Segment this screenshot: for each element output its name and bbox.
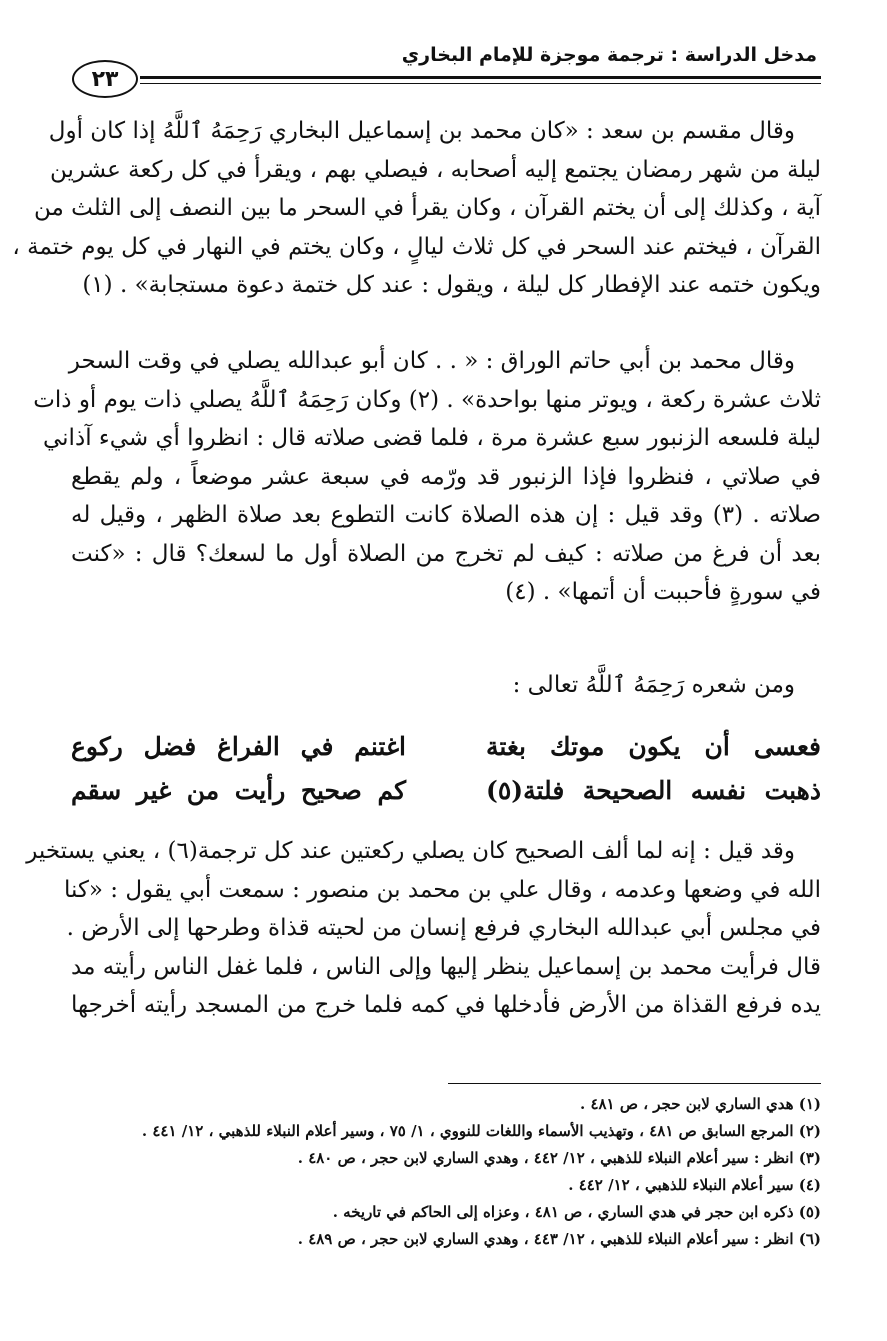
- text-line: وقال محمد بن أبي حاتم الوراق : « . . كان أبو عبدالله يصلي في وقت السحر: [68, 348, 795, 374]
- footnote: (١) هدي الساري لابن حجر ، ص ٤٨١ .: [579, 1095, 821, 1113]
- footnote: (٦) انظر : سير أعلام النبلاء للذهبي ، ١٢/ ٤٤٣ ، وهدي الساري لابن حجر ، ص ٤٨٩ .: [297, 1230, 821, 1248]
- text-line: في صلاتي ، فنظروا فإذا الزنبور قد ورّمه في سبعة عشر موضعاً ، ولم يقطع: [71, 463, 821, 490]
- verse-hemistich-first: ذهبت نفسه الصحيحة فلتة(٥): [486, 776, 821, 805]
- text-line: قال فرأيت محمد بن إسماعيل ينظر إليها وإلى الناس ، فلما غفل الناس رأيته مد: [71, 953, 821, 980]
- poetry-intro: [71, 666, 821, 705]
- text-line: ثلاث عشرة ركعة ، ويوتر منها بواحدة» . (٢) وكان رَحِمَهُ ٱللَّهُ يصلي ذات يوم أو ذات: [33, 386, 821, 413]
- running-header-title: مدخل الدراسة : ترجمة موجزة للإمام البخاري: [401, 44, 817, 66]
- text-line: آية ، وكذلك إلى أن يختم القرآن ، وكان يقرأ في السحر ما بين النصف إلى الثلث من: [33, 195, 821, 221]
- verse-hemistich-second: اغتنم في الفراغ فضل ركوع: [71, 732, 406, 761]
- text-line: ومن شعره رَحِمَهُ ٱللَّهُ تعالى :: [512, 672, 795, 698]
- text-line: ليلة فلسعه الزنبور سبع عشرة مرة ، فلما قضى صلاته قال : انظروا أي شيء آذاني: [42, 425, 821, 451]
- text-line: صلاته . (٣) وقد قيل : إن هذه الصلاة كانت التطوع بعد صلاة الظهر ، وقيل له: [71, 502, 821, 528]
- poem: [71, 725, 821, 813]
- footnote: (٢) المرجع السابق ص ٤٨١ ، وتهذيب الأسماء واللغات للنووي ، ١/ ٧٥ ، وسير أعلام النبلاء للذهبي ، ١٢/ ٤٤١ .: [141, 1122, 821, 1140]
- verse-hemistich-second: كم صحيح رأيت من غير سقم: [71, 776, 406, 805]
- header-rule-thick: [140, 76, 821, 79]
- text-line: في سورةٍ فأحببت أن أتمها» . (٤): [505, 579, 821, 605]
- paragraph-taraweeh: [12, 112, 821, 305]
- footnote: (٥) ذكره ابن حجر في هدي الساري ، ص ٤٨١ ، وعزاه إلى الحاكم في تاريخه .: [332, 1203, 821, 1221]
- text-line: يده فرفع القذاة من الأرض فأدخلها في كمه فلما خرج من المسجد رأيته أخرجها: [71, 992, 821, 1018]
- text-line: في مجلس أبي عبدالله البخاري فرفع إنسان من لحيته قذاة وطرحها إلى الأرض .: [66, 915, 821, 941]
- footnote-separator: [448, 1083, 821, 1084]
- page-number-badge: ٢٣: [72, 60, 138, 98]
- verse-hemistich-first: فعسى أن يكون موتك بغتة: [486, 732, 821, 761]
- text-line: وقد قيل : إنه لما ألف الصحيح كان يصلي ركعتين عند كل ترجمة(٦) ، يعني يستخير: [26, 838, 795, 864]
- header-rule-thin: [140, 83, 821, 84]
- footnote: (٣) انظر : سير أعلام النبلاء للذهبي ، ١٢/ ٤٤٢ ، وهدي الساري لابن حجر ، ص ٤٨٠ .: [297, 1149, 821, 1167]
- paragraph-night-prayer: [33, 342, 821, 612]
- text-line: الله في وضعها وعدمه ، وقال علي بن محمد بن منصور : سمعت أبي يقول : «كنا: [64, 876, 821, 903]
- text-line: القرآن ، فيختم عند السحر في كل ثلاث ليالٍ ، وكان يختم في النهار في كل يوم ختمة ،: [12, 233, 821, 260]
- text-line: بعد أن فرغ من صلاته : كيف لم تخرج من الصلاة أول ما لسعك؟ قال : «كنت: [71, 540, 821, 567]
- verse: [71, 769, 821, 813]
- footnote: (٤) سير أعلام النبلاء للذهبي ، ١٢/ ٤٤٢ .: [568, 1176, 821, 1194]
- footnotes: [71, 1091, 821, 1253]
- verse: [71, 725, 821, 769]
- text-line: وقال مقسم بن سعد : «كان محمد بن إسماعيل البخاري رَحِمَهُ ٱللَّهُ إذا كان أول: [48, 118, 795, 144]
- paragraph-istikhara: [26, 832, 821, 1025]
- text-line: ليلة من شهر رمضان يجتمع إليه أصحابه ، فيصلي بهم ، ويقرأ في كل ركعة عشرين: [49, 156, 821, 183]
- text-line: ويكون ختمه عند الإفطار كل ليلة ، ويقول : عند كل ختمة دعوة مستجابة» . (١): [82, 272, 821, 298]
